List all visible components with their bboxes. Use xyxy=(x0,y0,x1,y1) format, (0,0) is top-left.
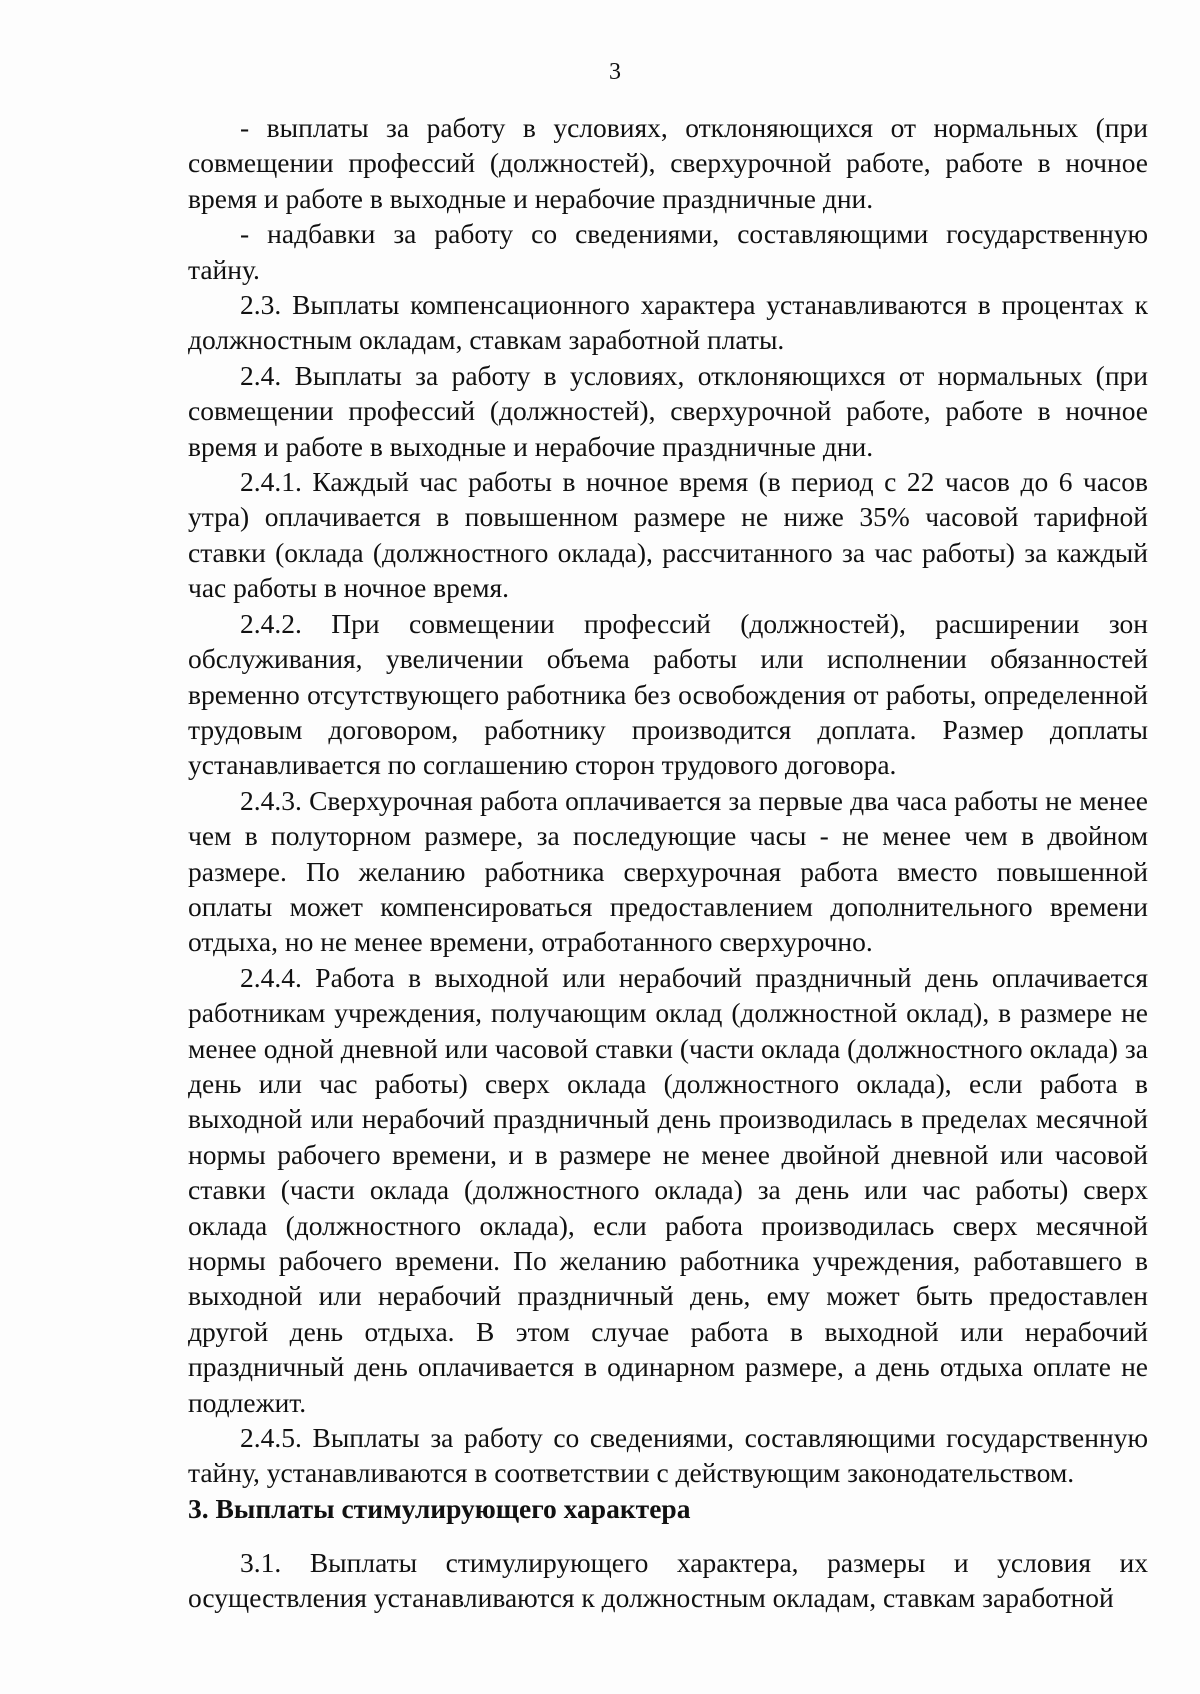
paragraph-2-4-1: 2.4.1. Каждый час работы в ночное время (в период с 22 часов до 6 часов утра) оплачивается в повышенном размере не ниже 35% часовой тарифной ставки (оклада (должностного оклада), рассчитанного за час работы) за каждый час работы в ночное время. xyxy=(188,466,1148,604)
paragraph-2-4-2: 2.4.2. При совмещении профессий (должностей), расширении зон обслуживания, увеличении объема работы или исполнении обязанностей временно отсутствующего работника без освобождения от работы, определенной трудовым договором, работнику производится доплата. Размер доплаты устанавливается по соглашению сторон трудового договора. xyxy=(188,607,1148,781)
section-title: 3. Выплаты стимулирующего характера xyxy=(188,1492,691,1524)
paragraph-2-3: 2.3. Выплаты компенсационного характера устанавливаются в процентах к должностным окладам, ставкам заработной платы. xyxy=(188,289,1148,356)
paragraph-2-4: 2.4. Выплаты за работу в условиях, отклоняющихся от нормальных (при совмещении профессий (должностей), сверхурочной работе, работе в ночное время и работе в выходные и нерабочие праздничные дни. xyxy=(188,359,1148,462)
paragraph-bullet-secret: - надбавки за работу со сведениями, составляющими государственную тайну. xyxy=(188,218,1148,285)
paragraph-2-4-4: 2.4.4. Работа в выходной или нерабочий праздничный день оплачивается работникам учреждения, получающим оклад (должностной оклад), в размере не менее одной дневной или часовой ставки (части оклада (должностного оклада) за день или час работы) сверх оклада (должностного оклада), если работа в выходной или нерабочий праздничный день производилась в пределах месячной нормы рабочего времени, и в размере не менее двойной дневной или часовой ставки (части оклада (должностного оклада) за день или час работы) сверх оклада (должностного оклада), если работа производилась сверх месячной нормы рабочего времени. По желанию работника учреждения, работавшего в выходной или нерабочий праздничный день, ему может быть предоставлен другой день отдыха. В этом случае работа в выходной или нерабочий праздничный день оплачивается в одинарном размере, а день отдыха оплате не подлежит. xyxy=(188,961,1148,1418)
paragraph-2-4-3: 2.4.3. Сверхурочная работа оплачивается за первые два часа работы не менее чем в полуторном размере, за последующие часы - не менее чем в двойном размере. По желанию работника сверхурочная работа вместо повышенной оплаты может компенсироваться предоставлением дополнительного времени отдыха, но не менее времени, отработанного сверхурочно. xyxy=(188,784,1148,958)
paragraph-3-1: 3.1. Выплаты стимулирующего характера, размеры и условия их осуществления устанавливаются к должностным окладам, ставкам заработной xyxy=(188,1546,1148,1614)
paragraph-2-4-5: 2.4.5. Выплаты за работу со сведениями, составляющими государственную тайну, устанавливаются в соответствии с действующим законодательством. xyxy=(188,1422,1148,1489)
paragraph-bullet-overtime: - выплаты за работу в условиях, отклоняющихся от нормальных (при совмещении профессий (должностей), сверхурочной работе, работе в ночное время и работе в выходные и нерабочие праздничные дни. xyxy=(188,112,1148,214)
page-number: 3 xyxy=(609,59,621,85)
document-body xyxy=(188,110,1148,1616)
